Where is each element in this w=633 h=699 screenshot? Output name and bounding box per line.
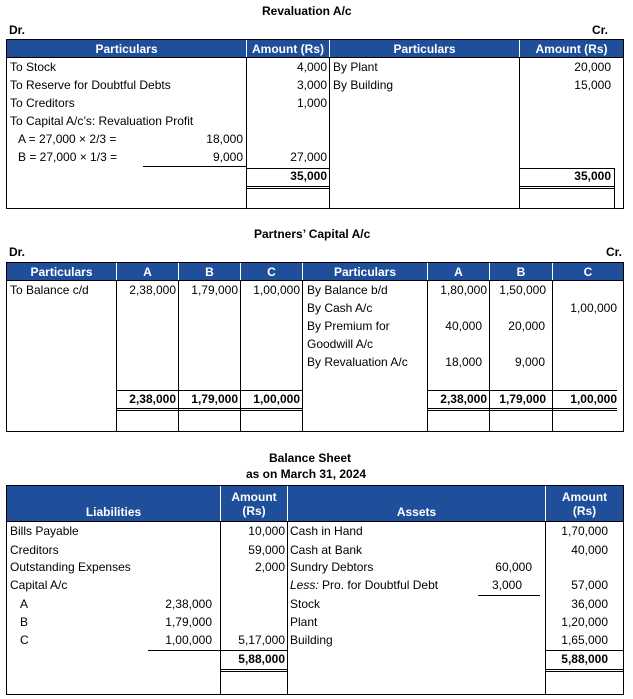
column-divider bbox=[329, 58, 330, 209]
total-rule bbox=[246, 188, 329, 189]
capital-credit-text: Goodwill A/c bbox=[307, 337, 374, 351]
liability-amount: 2,000 bbox=[254, 560, 285, 574]
capital-partner-value: 1,00,000 bbox=[165, 633, 212, 647]
column-divider bbox=[287, 522, 288, 695]
capital-header bbox=[6, 262, 624, 281]
asset-text-label: Pro. for Doubtful Debt bbox=[322, 578, 439, 592]
capital-dr-label: Dr. bbox=[9, 245, 26, 259]
asset-amount: 36,000 bbox=[571, 597, 608, 611]
underline bbox=[143, 166, 246, 167]
liability-text: Bills Payable bbox=[10, 524, 79, 538]
box-rule bbox=[614, 168, 615, 209]
header-amount bbox=[221, 486, 288, 521]
less-label: Less: bbox=[290, 578, 319, 592]
capital-partner-name: C bbox=[20, 633, 29, 647]
capital-total-dr-c: 1,00,000 bbox=[253, 392, 300, 406]
revaluation-debit-text: To Stock bbox=[10, 60, 57, 74]
asset-amount: 40,000 bbox=[571, 543, 608, 557]
column-divider bbox=[302, 281, 303, 432]
total-rule bbox=[116, 410, 302, 411]
revaluation-header bbox=[6, 39, 624, 58]
header-amount bbox=[546, 486, 623, 521]
underline bbox=[148, 650, 220, 651]
revaluation-credit-amount: 15,000 bbox=[574, 78, 611, 92]
header-amount-label: Amount bbox=[561, 489, 608, 504]
revaluation-total-cr: 35,000 bbox=[574, 169, 611, 183]
revaluation-debit-amount: 4,000 bbox=[296, 60, 327, 74]
total-rule bbox=[545, 669, 624, 670]
header-amount-unit: (Rs) bbox=[572, 503, 597, 518]
asset-amount: 57,000 bbox=[571, 578, 608, 592]
total-rule bbox=[220, 669, 287, 670]
header-a: A bbox=[117, 263, 179, 280]
capital-credit-a: 40,000 bbox=[445, 319, 482, 333]
asset-amount: 1,20,000 bbox=[561, 615, 608, 629]
revaluation-credit-text: By Plant bbox=[333, 60, 378, 74]
total-rule bbox=[427, 408, 617, 409]
header-a: A bbox=[428, 263, 490, 280]
header-amount: Amount (Rs) bbox=[247, 40, 330, 57]
capital-total-cr-a: 2,38,000 bbox=[440, 392, 487, 406]
revaluation-credit-amount: 20,000 bbox=[574, 60, 611, 74]
asset-text bbox=[290, 578, 438, 593]
total-rule bbox=[545, 671, 624, 672]
header-particulars: Particulars bbox=[7, 263, 117, 280]
capital-credit-b: 9,000 bbox=[514, 355, 545, 369]
header-c: C bbox=[583, 264, 593, 279]
asset-text: Stock bbox=[290, 597, 321, 611]
asset-text: Building bbox=[290, 633, 333, 647]
liability-text: Creditors bbox=[10, 543, 59, 557]
liability-amount: 10,000 bbox=[248, 524, 285, 538]
header-particulars: Particulars bbox=[330, 40, 520, 57]
header-particulars: Particulars bbox=[303, 263, 428, 280]
asset-amount: 1,65,000 bbox=[561, 633, 608, 647]
capital-total-dr-a: 2,38,000 bbox=[129, 392, 176, 406]
total-rule bbox=[545, 650, 624, 651]
liability-text: Outstanding Expenses bbox=[10, 560, 131, 574]
asset-inner-value: 60,000 bbox=[495, 560, 532, 574]
balance-sheet-title: Balance Sheet bbox=[269, 451, 352, 465]
capital-cr-label: Cr. bbox=[606, 245, 623, 259]
asset-inner-value: 3,000 bbox=[491, 578, 522, 592]
total-rule bbox=[116, 390, 302, 391]
capital-credit-text: By Balance b/d bbox=[307, 283, 388, 297]
capital-credit-c: 1,00,000 bbox=[570, 301, 617, 315]
revaluation-debit-text: To Reserve for Doubtful Debts bbox=[10, 78, 171, 92]
total-rule bbox=[116, 408, 302, 409]
header-amount-label: Amount bbox=[231, 489, 277, 504]
capital-total-cr-b: 1,79,000 bbox=[499, 392, 546, 406]
revaluation-dr-label: Dr. bbox=[9, 23, 26, 37]
capital-credit-text: By Premium for bbox=[307, 319, 390, 333]
revaluation-total-dr: 35,000 bbox=[290, 169, 327, 183]
asset-text: Plant bbox=[290, 615, 318, 629]
capital-debit-a: 2,38,000 bbox=[129, 283, 176, 297]
profit-split-value: 18,000 bbox=[206, 132, 243, 146]
total-rule bbox=[427, 410, 617, 411]
revaluation-credit-text: By Building bbox=[333, 78, 394, 92]
capital-credit-a: 1,80,000 bbox=[440, 283, 487, 297]
header-c: C bbox=[241, 263, 303, 280]
balance-sheet-header bbox=[6, 485, 624, 522]
capital-total-cr-c: 1,00,000 bbox=[570, 392, 617, 406]
total-assets: 5,88,000 bbox=[561, 652, 608, 666]
header-b: B bbox=[490, 263, 553, 280]
total-rule bbox=[246, 186, 329, 187]
revaluation-title: Revaluation A/c bbox=[262, 4, 352, 18]
capital-total: 5,17,000 bbox=[238, 633, 285, 647]
revaluation-debit-text: To Capital A/c’s: Revaluation Profit bbox=[10, 114, 194, 128]
capital-credit-a: 18,000 bbox=[445, 355, 482, 369]
total-rule bbox=[427, 390, 617, 391]
revaluation-profit-total: 27,000 bbox=[290, 150, 327, 164]
header-liabilities-label: Liabilities bbox=[85, 505, 142, 519]
asset-text: Cash at Bank bbox=[290, 543, 363, 557]
capital-debit-c: 1,00,000 bbox=[253, 283, 300, 297]
profit-split-text: B = 27,000 × 1/3 = bbox=[18, 150, 118, 164]
profit-split-text: A = 27,000 × 2/3 = bbox=[18, 132, 117, 146]
capital-partner-value: 2,38,000 bbox=[165, 597, 212, 611]
header-assets-label: Assets bbox=[396, 505, 437, 519]
balance-sheet-subtitle: as on March 31, 2024 bbox=[246, 467, 367, 481]
capital-credit-text: By Revaluation A/c bbox=[307, 355, 408, 369]
header-particulars: Particulars bbox=[7, 40, 247, 57]
capital-title: Partners’ Capital A/c bbox=[254, 227, 371, 241]
revaluation-cr-label: Cr. bbox=[592, 23, 609, 37]
capital-partner-value: 1,79,000 bbox=[165, 615, 212, 629]
liability-text: Capital A/c bbox=[10, 578, 68, 592]
revaluation-debit-text: To Creditors bbox=[10, 96, 75, 110]
capital-credit-b: 1,50,000 bbox=[499, 283, 546, 297]
profit-split-value: 9,000 bbox=[212, 150, 243, 164]
capital-partner-name: A bbox=[20, 597, 29, 611]
underline bbox=[478, 595, 540, 596]
header-amount-unit: (Rs) bbox=[242, 503, 266, 518]
header-b: B bbox=[179, 263, 241, 280]
total-rule bbox=[220, 650, 287, 651]
capital-credit-b: 20,000 bbox=[508, 319, 545, 333]
total-rule bbox=[519, 188, 615, 189]
asset-amount: 1,70,000 bbox=[561, 524, 608, 538]
capital-debit-text: To Balance c/d bbox=[10, 283, 89, 297]
header-amount: Amount (Rs) bbox=[535, 41, 608, 56]
header-liabilities bbox=[7, 486, 221, 521]
header-assets bbox=[288, 486, 546, 521]
total-rule bbox=[220, 671, 287, 672]
capital-partner-name: B bbox=[20, 615, 29, 629]
asset-text: Cash in Hand bbox=[290, 524, 363, 538]
liability-amount: 59,000 bbox=[248, 543, 285, 557]
asset-text: Sundry Debtors bbox=[290, 560, 374, 574]
total-liabilities: 5,88,000 bbox=[238, 652, 285, 666]
capital-credit-text: By Cash A/c bbox=[307, 301, 373, 315]
revaluation-debit-amount: 1,000 bbox=[296, 96, 327, 110]
capital-debit-b: 1,79,000 bbox=[191, 283, 238, 297]
revaluation-debit-amount: 3,000 bbox=[296, 78, 327, 92]
capital-total-dr-b: 1,79,000 bbox=[191, 392, 238, 406]
total-rule bbox=[519, 186, 615, 187]
